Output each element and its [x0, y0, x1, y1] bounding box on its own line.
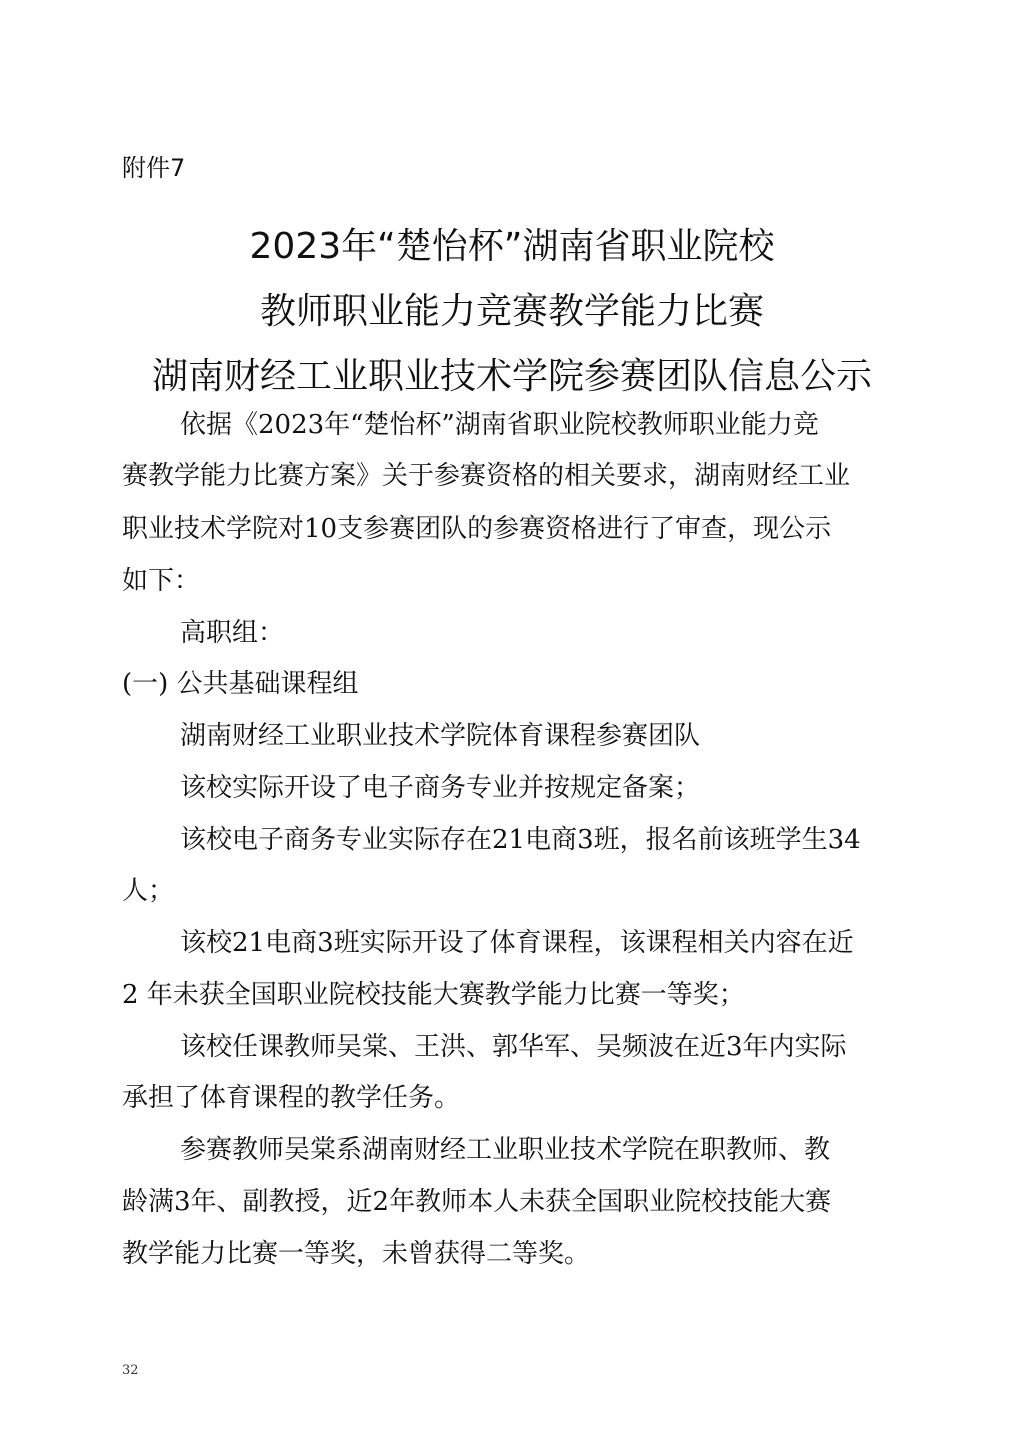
- item4-line-2: 承担了体育课程的教学任务。: [122, 1083, 461, 1113]
- item5-line-3: 教学能力比赛一等奖，未曾获得二等奖。: [122, 1239, 591, 1269]
- para1-line-2: 赛教学能力比赛方案》关于参赛资格的相关要求，湖南财经工业: [122, 461, 851, 491]
- title-line-2: 教师职业能力竞赛教学能力比赛: [259, 291, 764, 332]
- item4-line-1: 该校任课教师吴棠、王洪、郭华军、吴频波在近3年内实际: [180, 1032, 847, 1062]
- item2-line-1: 该校电子商务专业实际存在21电商3班，报名前该班学生34: [180, 825, 861, 855]
- item5-line-1: 参赛教师吴棠系湖南财经工业职业技术学院在职教师、教: [180, 1135, 831, 1165]
- item3-line-2: 2 年未获全国职业院校技能大赛教学能力比赛一等奖；: [122, 980, 745, 1010]
- title-line-3: 湖南财经工业职业技术学院参赛团队信息公示: [151, 356, 872, 397]
- title-line-1: 2023年“楚怡杯”湖南省职业院校: [249, 226, 775, 267]
- section-label: (一) 公共基础课程组: [122, 669, 359, 699]
- para1-line-4: 如下：: [122, 566, 201, 596]
- item5-line-2: 龄满3年、副教授，近2年教师本人未获全国职业院校技能大赛: [122, 1187, 832, 1217]
- team-name: 湖南财经工业职业技术学院体育课程参赛团队: [180, 721, 701, 751]
- annex-label: 附件7: [122, 154, 186, 182]
- item2-line-2: 人；: [122, 876, 175, 906]
- para1-line-1: 依据《2023年“楚怡杯”湖南省职业院校教师职业能力竞: [180, 410, 819, 440]
- item1-line-1: 该校实际开设了电子商务专业并按规定备案；: [180, 773, 701, 803]
- page-number: 32: [122, 1363, 139, 1378]
- group-label: 高职组：: [180, 618, 285, 648]
- para1-line-3: 职业技术学院对10支参赛团队的参赛资格进行了审查，现公示: [122, 514, 832, 544]
- item3-line-1: 该校21电商3班实际开设了体育课程，该课程相关内容在近: [180, 928, 854, 958]
